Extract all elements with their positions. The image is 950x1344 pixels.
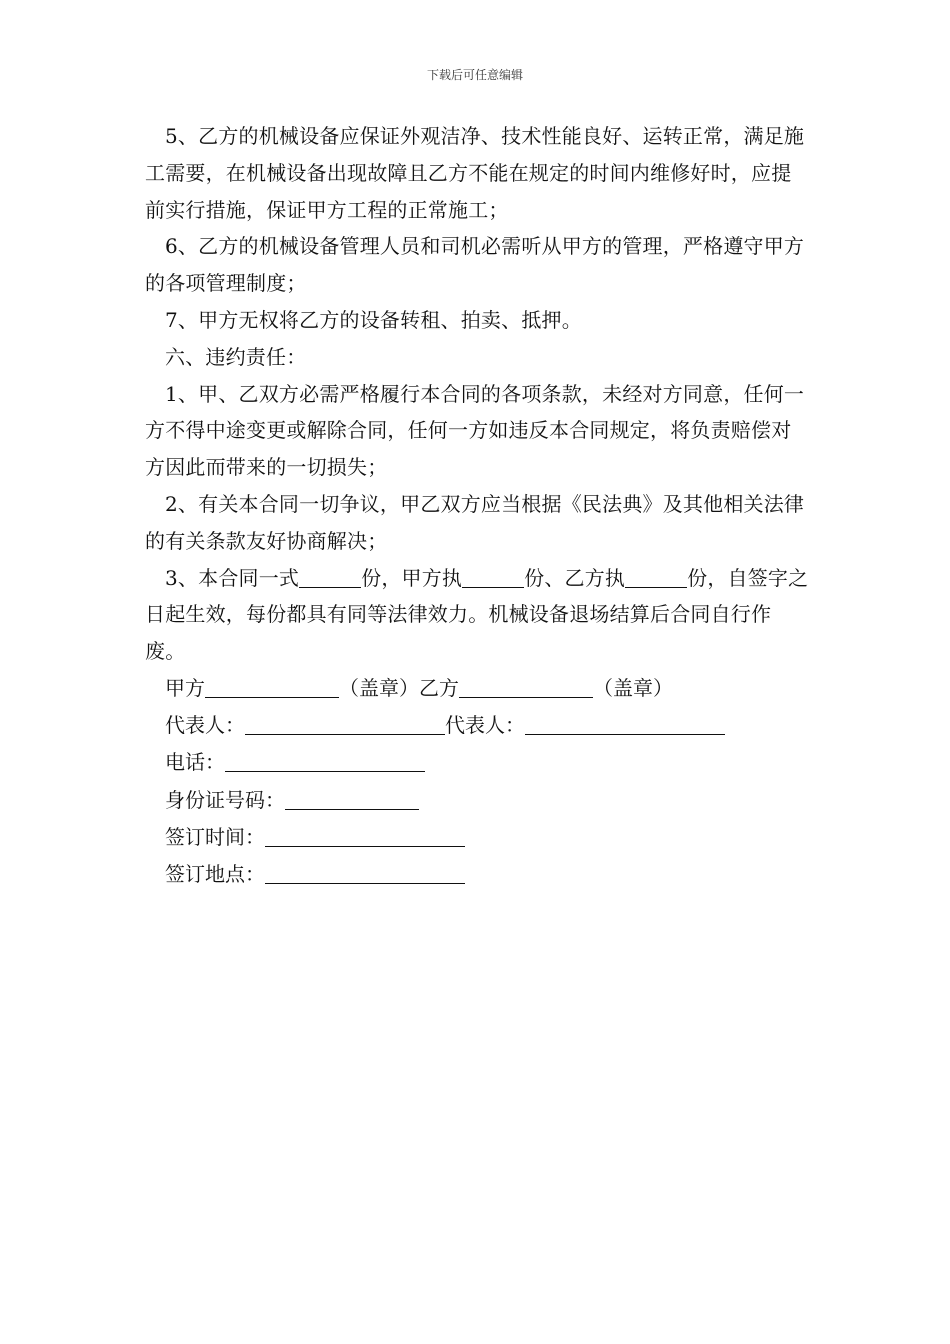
id-number-line bbox=[145, 782, 810, 819]
copies-party-b-blank[interactable] bbox=[625, 566, 687, 588]
sign-time-line bbox=[145, 819, 810, 856]
phone-label: 电话： bbox=[165, 750, 225, 775]
sign-time-label: 签订时间： bbox=[165, 824, 265, 849]
breach-clause-2: 2、有关本合同一切争议，甲乙双方应当根据《民法典》及其他相关法律的有关条款友好协商解决； bbox=[145, 491, 805, 553]
breach-clause-1: 1、甲、乙双方必需严格履行本合同的各项条款，未经对方同意，任何一方不得中途变更或解除合同，任何一方如违反本合同规定，将负责赔偿对方因此而带来的一切损失； bbox=[145, 381, 805, 480]
sign-place-blank[interactable] bbox=[265, 862, 465, 884]
rep-b-blank[interactable] bbox=[525, 713, 725, 735]
section-heading-breach: 六、违约责任： bbox=[165, 344, 307, 369]
sign-place-line bbox=[145, 856, 810, 893]
sign-place-label: 签订地点： bbox=[165, 861, 265, 886]
clause3-text-1: 3、本合同一式 bbox=[165, 565, 300, 590]
id-number-label: 身份证号码： bbox=[165, 787, 285, 812]
clause-5: 5、乙方的机械设备应保证外观洁净、技术性能良好、运转正常，满足施工需要，在机械设备出现故障且乙方不能在规定的时间内维修好时，应提前实行措施，保证甲方工程的正常施工； bbox=[145, 124, 805, 222]
party-signature-line bbox=[145, 670, 810, 707]
clause3-text-3: 份、乙方执 bbox=[524, 565, 626, 590]
party-b-label: 乙方 bbox=[419, 675, 459, 700]
rep-a-label: 代表人： bbox=[165, 713, 245, 738]
clause-6: 6、乙方的机械设备管理人员和司机必需听从甲方的管理，严格遵守甲方的各项管理制度； bbox=[145, 234, 805, 296]
sign-time-blank[interactable] bbox=[265, 825, 465, 847]
contract-body bbox=[145, 118, 810, 893]
party-a-label: 甲方 bbox=[165, 675, 205, 700]
id-number-blank[interactable] bbox=[285, 788, 419, 810]
party-a-blank[interactable] bbox=[205, 676, 339, 698]
copies-total-blank[interactable] bbox=[299, 566, 361, 588]
phone-line bbox=[145, 744, 810, 781]
copies-party-a-blank[interactable] bbox=[462, 566, 524, 588]
rep-b-label: 代表人： bbox=[445, 713, 525, 738]
breach-clause-3 bbox=[145, 560, 810, 670]
party-b-seal-label: （盖章） bbox=[593, 675, 673, 700]
party-b-blank[interactable] bbox=[459, 676, 593, 698]
clause-7: 7、甲方无权将乙方的设备转租、拍卖、抵押。 bbox=[165, 307, 582, 332]
party-a-seal-label: （盖章） bbox=[339, 675, 419, 700]
page-header-note: 下载后可任意编辑 bbox=[426, 68, 523, 82]
representative-line bbox=[145, 707, 810, 744]
clause3-text-4: 份，自签字之日起生效，每份都具有同等法律效力。机械设备退场结算后合同自行作废。 bbox=[145, 565, 809, 664]
clause3-text-2: 份，甲方执 bbox=[361, 565, 463, 590]
phone-blank[interactable] bbox=[225, 750, 425, 772]
rep-a-blank[interactable] bbox=[245, 713, 445, 735]
